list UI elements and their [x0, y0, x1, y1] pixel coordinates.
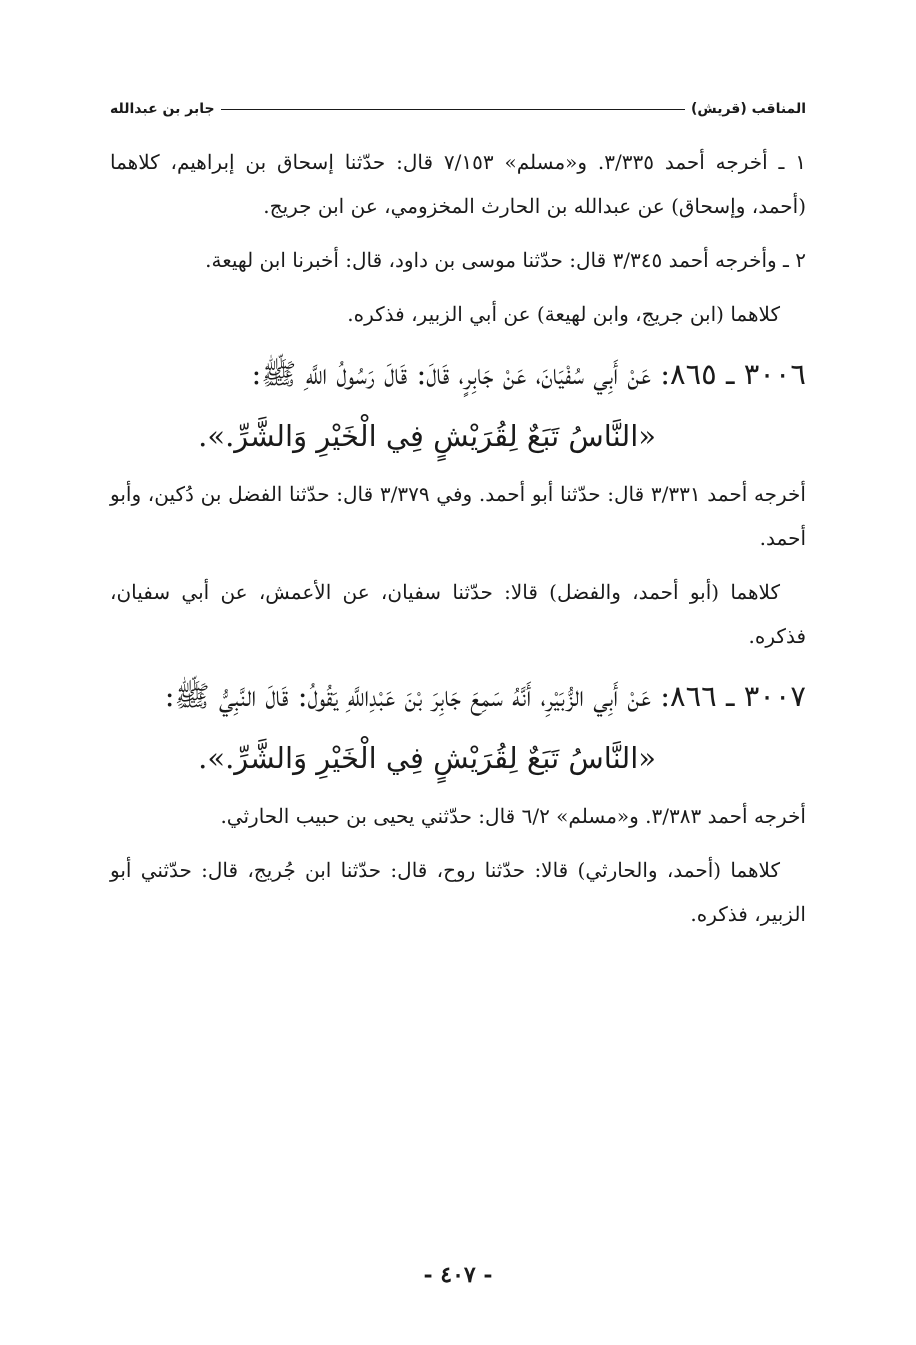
takhrij-note: كلاهما (أحمد، والحارثي) قالا: حدّثنا روح، قال: حدّثنا ابن جُريج، قال: حدّثني أبو الزبير، فذكره.	[110, 858, 806, 926]
hadith-isnad: ٣٠٠٧ ـ ٨٦٦: عَنْ أَبِي الزُّبَيْرِ، أَنَّهُ سَمِعَ جَابِرَ بْنَ عَبْدِاللَّهِ يَقُولُ: قَالَ النَّبِيُّ ﷺ:	[164, 679, 806, 713]
takhrij-note: ١ ـ أخرجه أحمد ٣/٣٣٥. و«مسلم» ٧/١٥٣ قال: حدّثنا إسحاق بن إبراهيم، كلاهما (أحمد، وإسحاق) عن عبدالله بن الحارث المخزومي، عن ابن جريج.	[110, 150, 806, 218]
header-section-title: جابر بن عبدالله	[110, 101, 215, 117]
hadith-isnad: ٣٠٠٦ ـ ٨٦٥: عَنْ أَبِي سُفْيَانَ، عَنْ جَابِرٍ، قَالَ: قَالَ رَسُولُ اللَّهِ ﷺ:	[251, 357, 806, 391]
hadith-matn: «النَّاسُ تَبَعٌ لِقُرَيْشٍ فِي الْخَيْرِ وَالشَّرِّ.».	[198, 741, 656, 775]
running-header	[110, 92, 806, 126]
header-rule	[221, 109, 685, 110]
page-body	[110, 140, 806, 946]
takhrij-note: ٢ ـ وأخرجه أحمد ٣/٣٤٥ قال: حدّثنا موسى بن داود، قال: أخبرنا ابن لهيعة.	[205, 248, 806, 272]
takhrij-note: أخرجه أحمد ٣/٣٨٣. و«مسلم» ٦/٢ قال: حدّثني يحيى بن حبيب الحارثي.	[220, 804, 806, 828]
takhrij-note: أخرجه أحمد ٣/٣٣١ قال: حدّثنا أبو أحمد. وفي ٣/٣٧٩ قال: حدّثنا الفضل بن دُكين، وأبو أحمد.	[110, 482, 806, 550]
takhrij-note: كلاهما (ابن جريج، وابن لهيعة) عن أبي الزبير، فذكره.	[347, 302, 780, 326]
takhrij-note: كلاهما (أبو أحمد، والفضل) قالا: حدّثنا سفيان، عن الأعمش، عن أبي سفيان، فذكره.	[110, 580, 806, 648]
hadith-matn: «النَّاسُ تَبَعٌ لِقُرَيْشٍ فِي الْخَيْرِ وَالشَّرِّ.».	[198, 419, 656, 453]
page-number: - ٤٠٧ -	[423, 1262, 493, 1288]
header-chapter-title: المناقب (قريش)	[691, 101, 806, 117]
